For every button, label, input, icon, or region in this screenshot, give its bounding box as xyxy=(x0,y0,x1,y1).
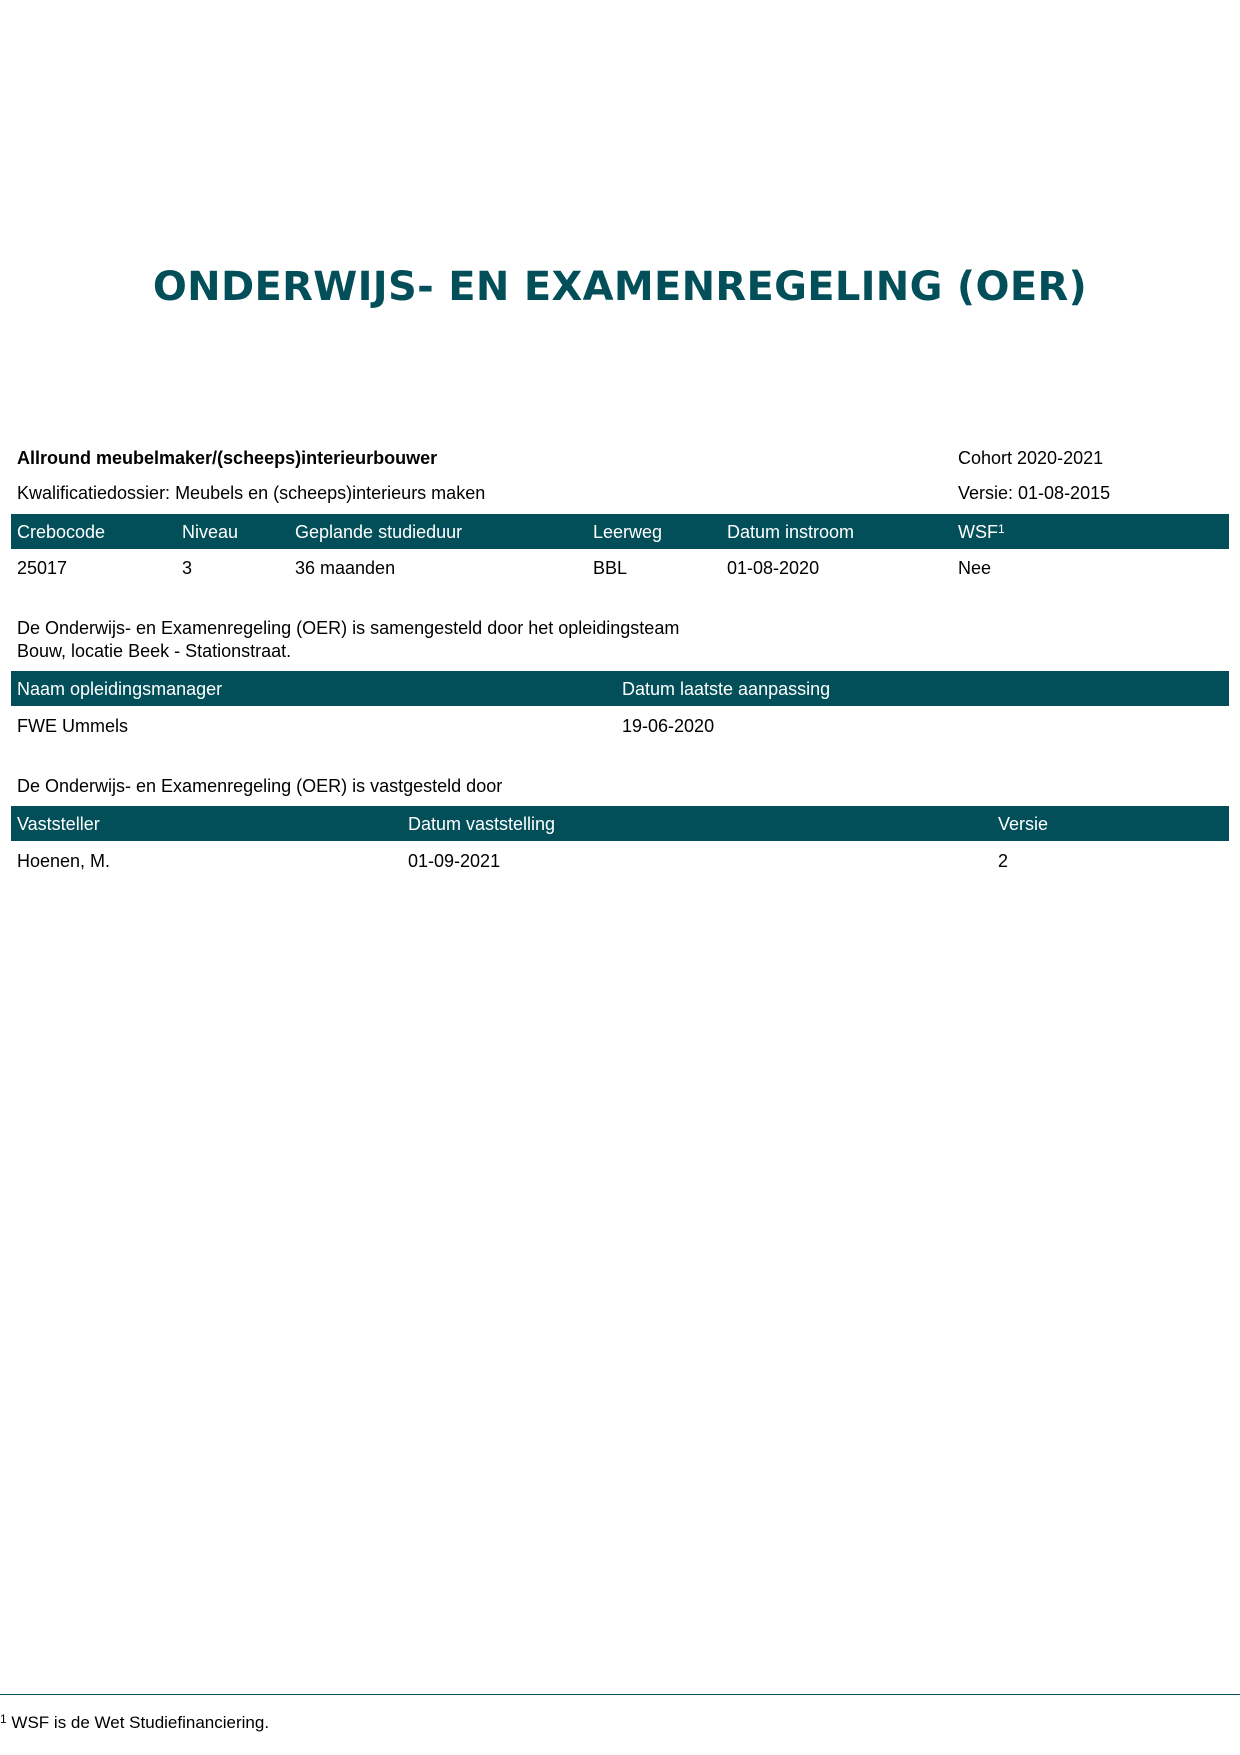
cell-datum-vaststelling: 01-09-2021 xyxy=(408,851,501,871)
header-datum-vaststelling: Datum vaststelling xyxy=(408,814,556,834)
header-studieduur: Geplande studieduur xyxy=(295,522,463,542)
header-crebocode: Crebocode xyxy=(17,522,106,542)
program-name: Allround meubelmaker/(scheeps)interieurbouwer xyxy=(17,448,438,468)
cell-leerweg: BBL xyxy=(593,558,628,578)
table-header-row xyxy=(11,671,1229,706)
header-niveau: Niveau xyxy=(182,522,239,542)
dossier-version: Versie: 01-08-2015 xyxy=(958,483,1111,503)
cohort-label: Cohort 2020-2021 xyxy=(958,448,1104,468)
footnote-divider xyxy=(0,1694,1240,1695)
cell-opleidingsmanager: FWE Ummels xyxy=(17,716,128,736)
qualification-dossier: Kwalificatiedossier: Meubels en (scheeps)interieurs maken xyxy=(17,483,486,503)
header-leerweg: Leerweg xyxy=(593,522,663,542)
cell-versie: 2 xyxy=(998,851,1009,871)
header-wsf xyxy=(958,521,1005,543)
cell-vaststeller: Hoenen, M. xyxy=(17,851,111,871)
cell-wsf: Nee xyxy=(958,558,992,578)
footnote-ref[interactable]: 1 xyxy=(998,522,1005,536)
footnote-text: WSF is de Wet Studiefinanciering. xyxy=(11,1713,270,1732)
header-versie: Versie xyxy=(998,814,1049,834)
cell-niveau: 3 xyxy=(182,558,193,578)
header-laatste-aanpassing: Datum laatste aanpassing xyxy=(622,679,831,699)
established-paragraph: De Onderwijs- en Examenregeling (OER) is vastgesteld door xyxy=(17,776,503,796)
header-wsf-label: WSF xyxy=(958,522,998,542)
composed-line-1: De Onderwijs- en Examenregeling (OER) is samengesteld door het opleidingsteam xyxy=(17,618,680,638)
composed-line-2: Bouw, locatie Beek - Stationstraat. xyxy=(17,641,292,661)
footnote xyxy=(0,1712,269,1734)
cell-crebocode: 25017 xyxy=(17,558,68,578)
table-header-row xyxy=(11,806,1229,841)
cell-studieduur: 36 maanden xyxy=(295,558,396,578)
header-datum-instroom: Datum instroom xyxy=(727,522,855,542)
header-vaststeller: Vaststeller xyxy=(17,814,100,834)
table-header-row xyxy=(11,514,1229,549)
cell-laatste-aanpassing: 19-06-2020 xyxy=(622,716,715,736)
footnote-mark: 1 xyxy=(0,1712,7,1726)
cell-datum-instroom: 01-08-2020 xyxy=(727,558,820,578)
header-opleidingsmanager: Naam opleidingsmanager xyxy=(17,679,223,699)
page-title: ONDERWIJS- EN EXAMENREGELING (OER) xyxy=(152,264,1088,310)
